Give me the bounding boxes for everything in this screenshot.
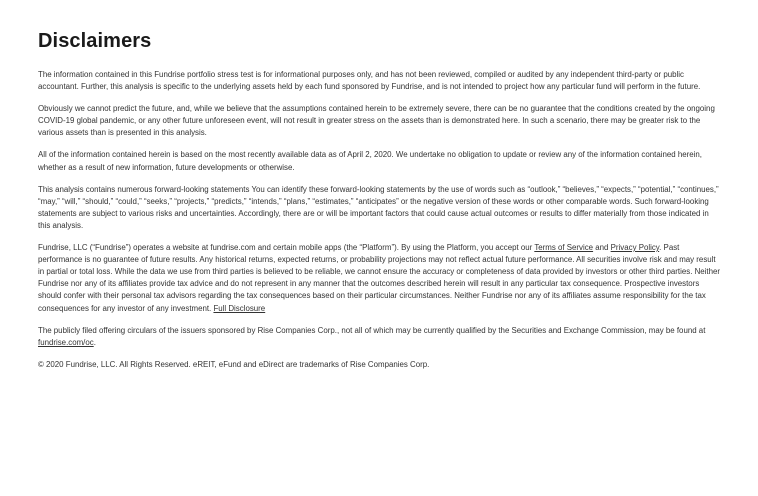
paragraph-platform-terms [38,242,720,315]
paragraph-data-date: All of the information contained herein is based on the most recently available data as of April 2, 2020. We undertake no obligation to update or review any of the information contained herein, whether as a result of new information, future developments or otherwise. [38,150,702,172]
offering-circulars-link[interactable]: fundrise.com/oc [38,337,94,347]
terms-of-service-link[interactable]: Terms of Service [534,243,594,253]
paragraph-covid-risk: Obviously we cannot predict the future, and, while we believe that the assumptions contained herein to be extremely severe, there can be no guarantee that the conditions created by the ongoing COVID-19 global pandemic, or any other future unforeseen event, will not result in greater stress on the assets than is demonstrated here. In such a scenario, there may be greater risk to the various assets than is presented in this analysis. [38,104,715,138]
copyright-notice: © 2020 Fundrise, LLC. All Rights Reserved. eREIT, eFund and eDirect are trademarks of Rise Companies Corp. [38,359,430,369]
paragraph-offering-circulars [38,325,720,349]
offering-circulars-text: The publicly filed offering circulars of the issuers sponsored by Rise Companies Corp., not all of which may be currently qualified by the Securities and Exchange Commission, may be found at [38,325,706,335]
offering-circulars-period: . [93,337,96,347]
paragraph-informational: The information contained in this Fundrise portfolio stress test is for informational purposes only, and has not been reviewed, compiled or audited by any independent third-party or public accountant. Further, this analysis is specific to the underlying assets held by each fund sponsored by Fundrise, and is not intended to project how any particular fund will perform in the future. [38,70,701,92]
platform-terms-text-and: and [593,243,611,253]
platform-terms-text-start: Fundrise, LLC (“Fundrise”) operates a website at fundrise.com and certain mobile apps (the “Platform”). By using the Platform, you accept our [38,243,535,253]
paragraph-forward-looking: This analysis contains numerous forward-looking statements You can identify these forward-looking statements by the use of words such as “outlook,” “believes,” “expects,” “potential,” “continues,” “may,” “will,” “should,” “could,” “seeks,” “projects,” “predicts,” “intends,” “plans,” “estimates,” “anticipates” or the negative version of these words or other comparable words. Such forward-looking statements are subject to various risks and uncertainties. Accordingly, there are or will be important factors that could cause actual outcomes or results to differ materially from those indicated in this analysis. [38,184,719,230]
full-disclosure-link[interactable]: Full Disclosure [213,303,266,313]
platform-terms-text-rest: . Past performance is no guarantee of future results. Any historical returns, expected returns, or probability projections may not reflect actual future performance. All securities involve risk and may result in partial or total loss. While the data we use from third parties is believed to be reliable, we cannot ensure the accuracy or completeness of data provided by investors or other third parties. Neither Fundrise nor any of its affiliates provide tax advice and do not represent in any manner that the outcomes described herein will result in any particular tax consequence. Prospective investors should confer with their personal tax advisors regarding the tax consequences based on their particular circumstances. Neither Fundrise nor any of its affiliates assume responsibility for the tax consequences for any investor of any investment. [38,243,721,313]
page-title: Disclaimers [38,30,152,52]
privacy-policy-link[interactable]: Privacy Policy [610,243,660,253]
